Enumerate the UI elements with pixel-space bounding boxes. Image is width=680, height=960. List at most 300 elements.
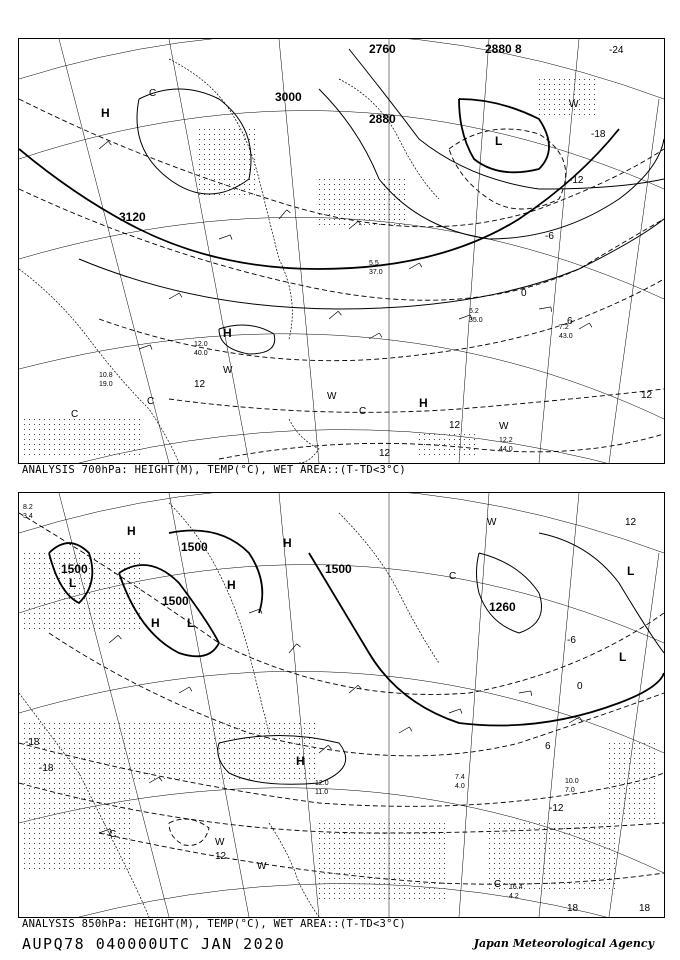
wet-area-stipple (299, 743, 300, 744)
wet-area-stipple (344, 838, 345, 839)
wet-area-stipple (209, 748, 210, 749)
wet-area-stipple (374, 888, 375, 889)
wet-area-stipple (54, 843, 55, 844)
wet-area-stipple (34, 593, 35, 594)
wet-area-stipple (214, 139, 215, 140)
wet-area-stipple (39, 753, 40, 754)
wet-area-stipple (29, 434, 30, 435)
wet-area-stipple (104, 558, 105, 559)
wet-area-stipple (339, 224, 340, 225)
wet-area-stipple (254, 189, 255, 190)
wet-area-stipple (504, 868, 505, 869)
wet-area-stipple (249, 768, 250, 769)
wet-area-stipple (329, 883, 330, 884)
wet-area-stipple (389, 898, 390, 899)
wet-area-stipple (334, 194, 335, 195)
wet-area-stipple (359, 224, 360, 225)
wet-area-stipple (614, 853, 615, 854)
wet-area-stipple (339, 833, 340, 834)
wet-area-stipple (24, 858, 25, 859)
wet-area-stipple (89, 628, 90, 629)
wet-area-stipple (94, 808, 95, 809)
wet-area-stipple (59, 818, 60, 819)
wet-area-stipple (404, 893, 405, 894)
wet-area-stipple (89, 424, 90, 425)
wet-area-stipple (599, 883, 600, 884)
wet-area-stipple (289, 753, 290, 754)
wet-area-stipple (364, 199, 365, 200)
wet-area-stipple (344, 224, 345, 225)
wet-area-stipple (89, 813, 90, 814)
wet-area-stipple (69, 743, 70, 744)
wet-area-stipple (39, 868, 40, 869)
wet-area-stipple (84, 748, 85, 749)
wet-area-stipple (144, 758, 145, 759)
wet-area-stipple (94, 593, 95, 594)
wet-area-stipple (254, 139, 255, 140)
wet-area-stipple (134, 778, 135, 779)
wet-area-stipple (139, 553, 140, 554)
wind-barb-feather (108, 141, 111, 145)
wet-area-stipple (199, 728, 200, 729)
wet-area-stipple (234, 129, 235, 130)
wet-area-stipple (529, 888, 530, 889)
wet-area-stipple (34, 768, 35, 769)
wet-area-stipple (69, 419, 70, 420)
wet-area-stipple (379, 888, 380, 889)
wet-area-stipple (44, 858, 45, 859)
wet-area-stipple (384, 219, 385, 220)
wet-area-stipple (559, 868, 560, 869)
wet-area-stipple (389, 823, 390, 824)
wet-area-stipple (544, 853, 545, 854)
wet-area-stipple (649, 773, 650, 774)
wet-area-stipple (274, 768, 275, 769)
wet-area-stipple (494, 868, 495, 869)
wet-area-stipple (294, 728, 295, 729)
wet-area-stipple (74, 773, 75, 774)
wet-area-stipple (139, 603, 140, 604)
wet-area-stipple (54, 778, 55, 779)
wet-area-stipple (534, 888, 535, 889)
wet-area-stipple (339, 868, 340, 869)
wet-area-stipple (249, 773, 250, 774)
wet-area-stipple (174, 733, 175, 734)
wet-area-stipple (229, 134, 230, 135)
wet-area-stipple (384, 858, 385, 859)
wet-area-stipple (24, 434, 25, 435)
wet-area-stipple (409, 893, 410, 894)
wet-area-stipple (349, 873, 350, 874)
wet-area-stipple (384, 828, 385, 829)
wet-area-stipple (289, 738, 290, 739)
wet-area-stipple (119, 783, 120, 784)
wet-area-stipple (254, 154, 255, 155)
wet-area-stipple (219, 768, 220, 769)
wet-area-stipple (29, 818, 30, 819)
wet-area-stipple (639, 813, 640, 814)
wet-area-stipple (609, 828, 610, 829)
wet-area-stipple (44, 738, 45, 739)
wet-area-stipple (444, 823, 445, 824)
wet-area-stipple (234, 743, 235, 744)
wet-area-stipple (69, 778, 70, 779)
wet-area-stipple (234, 768, 235, 769)
wet-area-stipple (29, 778, 30, 779)
wet-area-stipple (404, 888, 405, 889)
wet-area-stipple (119, 833, 120, 834)
wet-area-stipple (349, 224, 350, 225)
wet-area-stipple (54, 434, 55, 435)
wet-area-stipple (129, 868, 130, 869)
wet-area-stipple (414, 853, 415, 854)
wet-area-stipple (89, 818, 90, 819)
wet-area-stipple (619, 748, 620, 749)
temperature-label: 6 (567, 316, 573, 327)
wet-area-stipple (94, 848, 95, 849)
wet-area-stipple (74, 828, 75, 829)
wind-barb (109, 635, 118, 643)
wet-area-stipple (394, 848, 395, 849)
wet-area-stipple (579, 104, 580, 105)
wet-area-stipple (89, 823, 90, 824)
wet-area-stipple (544, 114, 545, 115)
wet-area-stipple (379, 898, 380, 899)
wet-area-stipple (44, 429, 45, 430)
wet-area-stipple (359, 828, 360, 829)
wet-area-stipple (209, 728, 210, 729)
wet-area-stipple (59, 424, 60, 425)
wet-area-stipple (609, 833, 610, 834)
wet-area-stipple (209, 144, 210, 145)
wet-area-stipple (339, 858, 340, 859)
wet-area-stipple (489, 888, 490, 889)
wet-area-stipple (544, 828, 545, 829)
wet-area-stipple (524, 888, 525, 889)
wet-area-stipple (34, 788, 35, 789)
wet-area-stipple (109, 758, 110, 759)
wet-area-stipple (524, 838, 525, 839)
wet-area-stipple (334, 823, 335, 824)
wet-area-stipple (164, 753, 165, 754)
wet-area-stipple (59, 768, 60, 769)
wet-area-stipple (214, 763, 215, 764)
wet-area-stipple (609, 798, 610, 799)
wet-area-stipple (614, 858, 615, 859)
wet-area-stipple (209, 179, 210, 180)
wet-area-stipple (324, 883, 325, 884)
wet-area-stipple (54, 798, 55, 799)
wet-area-stipple (324, 863, 325, 864)
wet-area-stipple (614, 823, 615, 824)
wet-area-stipple (514, 843, 515, 844)
wet-area-stipple (249, 728, 250, 729)
wet-area-stipple (389, 888, 390, 889)
wet-area-stipple (609, 793, 610, 794)
wet-area-stipple (284, 768, 285, 769)
wet-area-stipple (64, 424, 65, 425)
wet-area-stipple (59, 563, 60, 564)
wet-area-stipple (174, 728, 175, 729)
wet-area-stipple (139, 628, 140, 629)
wet-area-stipple (244, 728, 245, 729)
wet-area-stipple (134, 748, 135, 749)
wet-area-stipple (189, 728, 190, 729)
wet-area-stipple (104, 593, 105, 594)
wet-area-stipple (569, 878, 570, 879)
wet-area-stipple (124, 748, 125, 749)
wet-area-stipple (234, 189, 235, 190)
wet-area-stipple (559, 109, 560, 110)
wet-area-stipple (624, 778, 625, 779)
wet-area-stipple (429, 848, 430, 849)
wet-area-stipple (89, 758, 90, 759)
wet-area-stipple (144, 748, 145, 749)
wet-area-stipple (279, 758, 280, 759)
wet-area-stipple (204, 169, 205, 170)
wet-area-stipple (49, 439, 50, 440)
wet-area-stipple (89, 753, 90, 754)
wet-area-stipple (344, 209, 345, 210)
wet-area-stipple (24, 798, 25, 799)
wet-area-stipple (184, 733, 185, 734)
wet-area-stipple (89, 429, 90, 430)
wet-area-stipple (99, 558, 100, 559)
wet-area-stipple (349, 858, 350, 859)
wet-area-stipple (434, 838, 435, 839)
wet-area-stipple (49, 778, 50, 779)
wet-area-stipple (524, 833, 525, 834)
wet-area-stipple (604, 828, 605, 829)
wet-area-stipple (444, 439, 445, 440)
wet-area-stipple (654, 808, 655, 809)
wet-area-stipple (79, 798, 80, 799)
wet-area-stipple (374, 184, 375, 185)
wet-area-stipple (624, 753, 625, 754)
wet-area-stipple (324, 184, 325, 185)
wet-area-stipple (359, 838, 360, 839)
wet-area-stipple (54, 853, 55, 854)
wet-area-stipple (44, 793, 45, 794)
wet-area-stipple (344, 848, 345, 849)
wet-area-stipple (239, 159, 240, 160)
wet-area-stipple (64, 753, 65, 754)
wet-area-stipple (339, 823, 340, 824)
wet-area-stipple (94, 583, 95, 584)
wet-area-stipple (89, 618, 90, 619)
wet-area-stipple (589, 838, 590, 839)
wet-area-stipple (344, 853, 345, 854)
wet-area-stipple (339, 204, 340, 205)
wet-area-stipple (29, 773, 30, 774)
wet-area-stipple (594, 94, 595, 95)
high-pressure-center: H (296, 754, 305, 768)
wet-area-stipple (119, 593, 120, 594)
wet-area-stipple (339, 214, 340, 215)
wet-area-stipple (614, 753, 615, 754)
wet-area-stipple (259, 753, 260, 754)
station-value: 7.4 (455, 774, 465, 781)
wet-area-stipple (89, 593, 90, 594)
weather-chart-850hpa (19, 493, 664, 917)
wet-area-stipple (99, 748, 100, 749)
wet-area-stipple (134, 628, 135, 629)
wet-area-stipple (444, 868, 445, 869)
wet-area-stipple (39, 798, 40, 799)
wet-area-stipple (294, 743, 295, 744)
wet-area-stipple (634, 763, 635, 764)
wet-area-stipple (79, 618, 80, 619)
wet-area-stipple (619, 773, 620, 774)
wet-area-stipple (559, 838, 560, 839)
wet-area-stipple (224, 159, 225, 160)
wet-area-stipple (494, 823, 495, 824)
wet-area-stipple (624, 808, 625, 809)
wet-area-stipple (79, 763, 80, 764)
wet-area-stipple (644, 818, 645, 819)
wet-area-stipple (509, 838, 510, 839)
wet-area-stipple (539, 89, 540, 90)
wet-area-stipple (589, 104, 590, 105)
wet-area-stipple (564, 114, 565, 115)
wet-area-stipple (249, 184, 250, 185)
wet-area-stipple (404, 853, 405, 854)
wet-area-stipple (369, 883, 370, 884)
wet-area-stipple (104, 563, 105, 564)
wet-area-stipple (579, 883, 580, 884)
wet-area-stipple (239, 773, 240, 774)
wet-area-stipple (359, 199, 360, 200)
station-value: 4.0 (455, 783, 465, 790)
wet-area-stipple (54, 439, 55, 440)
wet-area-stipple (204, 723, 205, 724)
wet-area-stipple (424, 454, 425, 455)
wet-area-stipple (49, 733, 50, 734)
cold-center-marker: C (71, 409, 79, 420)
wet-area-stipple (99, 768, 100, 769)
wet-area-stipple (209, 149, 210, 150)
wet-area-stipple (589, 89, 590, 90)
height-label: 2880 (369, 112, 396, 126)
wet-area-stipple (319, 833, 320, 834)
wet-area-stipple (399, 863, 400, 864)
wet-area-stipple (44, 723, 45, 724)
wet-area-stipple (49, 738, 50, 739)
wet-area-stipple (44, 743, 45, 744)
wet-area-stipple (44, 444, 45, 445)
wet-area-stipple (184, 768, 185, 769)
wet-area-stipple (324, 828, 325, 829)
wet-area-stipple (509, 858, 510, 859)
wet-area-stipple (69, 593, 70, 594)
wet-area-stipple (629, 803, 630, 804)
wet-area-stipple (199, 768, 200, 769)
wet-area-stipple (364, 224, 365, 225)
wet-area-stipple (334, 199, 335, 200)
wet-area-stipple (119, 733, 120, 734)
wet-area-stipple (104, 568, 105, 569)
wet-area-stipple (589, 883, 590, 884)
wet-area-stipple (369, 878, 370, 879)
wet-area-stipple (339, 189, 340, 190)
wet-area-stipple (434, 853, 435, 854)
wet-area-stipple (334, 868, 335, 869)
wet-area-stipple (284, 728, 285, 729)
wet-area-stipple (29, 753, 30, 754)
wet-area-stipple (234, 184, 235, 185)
wet-area-stipple (574, 84, 575, 85)
wet-area-stipple (124, 783, 125, 784)
wet-area-stipple (84, 793, 85, 794)
wet-area-stipple (354, 209, 355, 210)
wet-area-stipple (99, 429, 100, 430)
wet-area-stipple (39, 454, 40, 455)
wet-area-stipple (389, 194, 390, 195)
wet-area-stipple (539, 823, 540, 824)
wet-area-stipple (299, 778, 300, 779)
wet-area-stipple (579, 99, 580, 100)
wet-area-stipple (314, 748, 315, 749)
wet-area-stipple (229, 194, 230, 195)
wet-area-stipple (614, 868, 615, 869)
wet-area-stipple (334, 843, 335, 844)
wet-area-stipple (59, 758, 60, 759)
wet-area-stipple (54, 723, 55, 724)
wet-area-stipple (419, 883, 420, 884)
wet-area-stipple (129, 818, 130, 819)
wet-area-stipple (89, 778, 90, 779)
wet-area-stipple (49, 858, 50, 859)
wet-area-stipple (284, 733, 285, 734)
wet-area-stipple (234, 159, 235, 160)
wet-area-stipple (199, 154, 200, 155)
weather-chart-700hpa (19, 39, 664, 463)
wet-area-stipple (574, 833, 575, 834)
wet-area-stipple (349, 189, 350, 190)
wet-area-stipple (99, 808, 100, 809)
wet-area-stipple (519, 838, 520, 839)
wet-area-stipple (614, 883, 615, 884)
wet-area-stipple (394, 214, 395, 215)
wet-area-stipple (24, 598, 25, 599)
wet-area-stipple (254, 169, 255, 170)
wet-area-stipple (324, 194, 325, 195)
wet-area-stipple (134, 728, 135, 729)
wet-area-stipple (134, 773, 135, 774)
wet-area-stipple (624, 743, 625, 744)
wet-area-stipple (514, 878, 515, 879)
wet-area-stipple (229, 129, 230, 130)
wet-area-stipple (104, 618, 105, 619)
wet-area-stipple (569, 79, 570, 80)
wet-area-stipple (24, 723, 25, 724)
wet-area-stipple (209, 768, 210, 769)
wet-area-stipple (229, 174, 230, 175)
wet-area-stipple (639, 743, 640, 744)
isotherm (19, 189, 664, 300)
wet-area-stipple (134, 598, 135, 599)
wet-area-stipple (289, 778, 290, 779)
wet-area-stipple (324, 858, 325, 859)
wet-area-stipple (614, 848, 615, 849)
wet-area-stipple (304, 748, 305, 749)
wet-area-stipple (349, 833, 350, 834)
wet-area-stipple (79, 833, 80, 834)
wet-area-stipple (179, 778, 180, 779)
wet-area-stipple (119, 863, 120, 864)
wet-area-stipple (104, 808, 105, 809)
wet-area-stipple (249, 723, 250, 724)
